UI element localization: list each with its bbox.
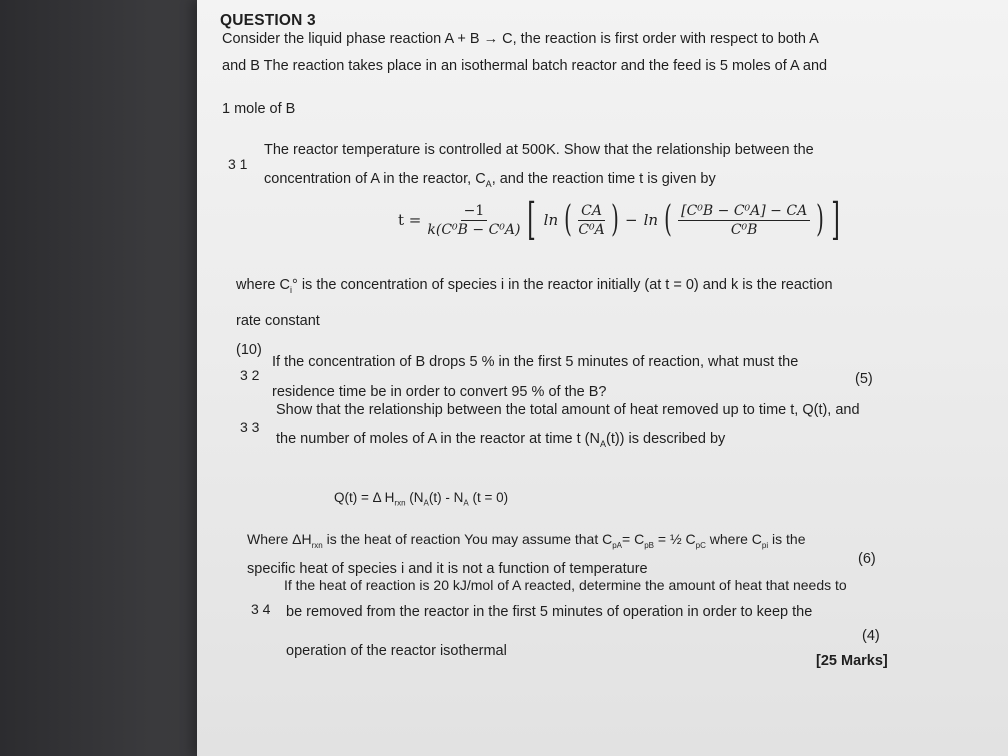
eq-right-bracket: ]	[831, 194, 841, 245]
eq-lhs: t =	[398, 211, 422, 229]
eq-left-bracket: [	[527, 194, 537, 245]
q33-line-2	[276, 430, 725, 453]
q34-line-1: If the heat of reaction is 20 kJ/mol of A reacted, determine the amount of heat that needs to	[284, 577, 847, 593]
eq-ln-2: ln	[643, 211, 659, 229]
heat-formula	[334, 489, 508, 513]
q34-number: 3 4	[251, 601, 271, 617]
q31-marks: (10)	[236, 342, 262, 358]
q31-where-text: where C	[236, 277, 290, 293]
q31-line-2	[264, 170, 716, 193]
q32-number: 3 2	[240, 367, 260, 383]
eq-ln-1: ln	[543, 211, 559, 229]
q33-where-line-2: specific heat of species i and it is not a function of temperature	[247, 561, 648, 577]
q31-line-1: The reactor temperature is controlled at 500K. Show that the relationship between the	[264, 142, 814, 158]
q33-number: 3 3	[240, 419, 260, 435]
q33-line-1: Show that the relationship between the total amount of heat removed up to time t, Q(t), and	[276, 402, 860, 418]
q33-line-2-rest: (t)) is described by	[606, 431, 726, 447]
q31-line-2-text: concentration of A in the reactor, C	[264, 171, 486, 187]
heat-formula-sub3: A	[463, 498, 469, 508]
eq-frac2-num: [C⁰B − C⁰A] − CA	[678, 203, 810, 221]
q32-line-1: If the concentration of B drops 5 % in the first 5 minutes of reaction, what must the	[272, 354, 799, 370]
heat-formula-rest: (N	[405, 490, 424, 505]
q33-line-2-text: the number of moles of A in the reactor at time t (N	[276, 431, 600, 447]
q33-where-line-1: Where $\Delta H_{rxn}$ is the heat of reaction You may assume that $C_{pA}= C_{pB}$ = ½ $C_{pC}$ where $C_{pi}$ is the	[247, 531, 806, 550]
relationship-equation	[395, 194, 844, 246]
eq-left-paren-2: (	[664, 199, 672, 240]
heat-formula-sub2: A	[423, 498, 429, 508]
eq-fraction-2	[678, 203, 810, 238]
q34-line-3: operation of the reactor isothermal	[286, 643, 507, 659]
q32-line-2: residence time be in order to convert 95 % of the B?	[272, 384, 607, 400]
eq-frac1-num: CA	[578, 203, 605, 221]
heat-formula-rest2: (t) - N	[428, 490, 464, 505]
q31-line-2-rest: , and the reaction time t is given by	[491, 171, 716, 187]
intro-line-2: and B The reaction takes place in an isothermal batch reactor and the feed is 5 moles of A and	[222, 58, 828, 74]
eq-frac1-den: C⁰A	[578, 221, 605, 238]
q34-line-2: be removed from the reactor in the first 5 minutes of operation in order to keep the	[286, 604, 813, 620]
eq-coef-numerator: −1	[461, 203, 488, 221]
q31-line-2-sub: A	[485, 178, 492, 189]
q33-marks: (6)	[858, 551, 876, 567]
eq-right-paren-1: )	[611, 199, 619, 240]
heat-formula-rest3: (t = 0)	[468, 490, 509, 505]
intro-line-3: 1 mole of B	[222, 101, 296, 117]
q31-where-line-1	[236, 276, 833, 299]
heat-formula-sub: rxn	[394, 498, 406, 508]
heat-formula-text: Q(t) = Δ H	[334, 490, 395, 505]
q31-number: 3 1	[228, 156, 248, 172]
q31-where-rest: ° is the concentration of species i in the reactor initially (at t = 0) and k is the reaction	[292, 277, 833, 293]
q32-marks: (5)	[855, 371, 873, 387]
q34-marks: (4)	[862, 628, 880, 644]
eq-frac2-den: C⁰B	[730, 221, 758, 238]
eq-right-paren-2: )	[816, 199, 825, 240]
eq-coef-denominator: k(C⁰B − C⁰A)	[427, 221, 521, 238]
eq-coefficient-fraction	[427, 203, 520, 238]
eq-minus: −	[625, 211, 638, 229]
intro-line-1: Consider the liquid phase reaction A + B → C, the reaction is first order with respect to both A	[222, 31, 819, 47]
q31-where-line-2: rate constant	[236, 313, 320, 329]
eq-fraction-1	[578, 203, 605, 238]
q31-where-sub: i	[290, 284, 292, 295]
total-marks: [25 Marks]	[816, 653, 888, 669]
eq-left-paren-1: (	[564, 199, 572, 240]
question-title: QUESTION 3	[220, 12, 316, 29]
q33-line-2-sub: A	[599, 438, 606, 449]
